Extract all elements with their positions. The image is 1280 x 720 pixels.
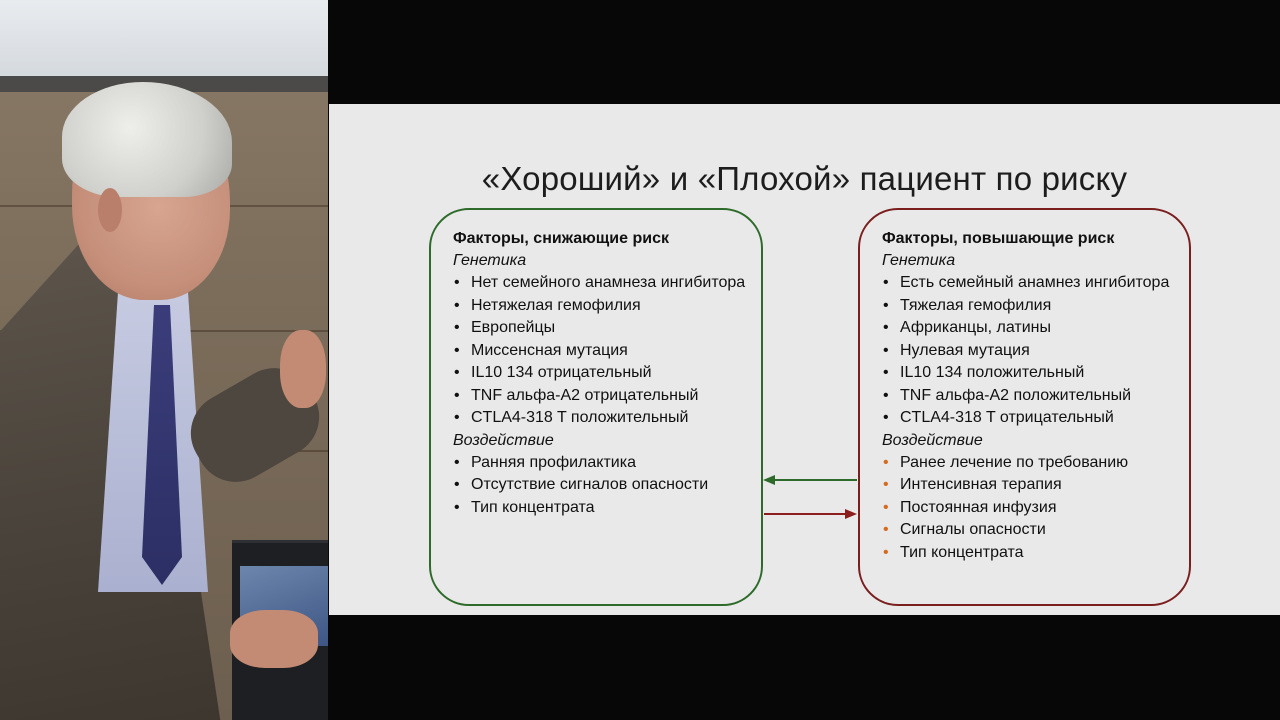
list-item: • Нулевая мутация (882, 340, 1179, 362)
list-item: • Постоянная инфузия (882, 497, 1179, 519)
bullet-icon: • (454, 498, 460, 516)
bullet-icon: • (883, 341, 889, 359)
bad-genetics-label: Генетика (882, 252, 956, 269)
projection-screen-edge (0, 0, 328, 78)
list-item: • Нетяжелая гемофилия (453, 295, 751, 317)
bullet-icon: • (454, 476, 460, 493)
bullet-icon: • (883, 386, 889, 404)
bullet-icon: • (883, 409, 889, 426)
list-item: • TNF альфа-A2 отрицательный (453, 385, 751, 407)
good-box-heading: Факторы, снижающие риск (453, 230, 669, 247)
good-exposure-label: Воздействие (453, 431, 554, 449)
list-item: • Европейцы (453, 317, 751, 339)
bullet-icon: • (454, 319, 460, 336)
list-item: • Тяжелая гемофилия (882, 295, 1179, 317)
bullet-icon: • (454, 409, 460, 426)
connector-arrows (329, 104, 1280, 615)
bullet-icon: • (883, 296, 889, 314)
bullet-icon: • (454, 341, 460, 359)
list-item: • Отсутствие сигналов опасности (453, 474, 751, 496)
list-item: • TNF альфа-A2 положительный (882, 385, 1179, 407)
bullet-icon: • (454, 364, 460, 381)
arrow-to-good-box-icon (763, 475, 857, 485)
list-item: • Сигналы опасности (882, 519, 1179, 541)
bad-box-heading: Факторы, повышающие риск (882, 230, 1115, 247)
bullet-icon: • (454, 296, 460, 314)
list-item: • CTLA4-318 T отрицательный (882, 407, 1179, 429)
presenter-hand (280, 330, 326, 408)
bullet-icon: • (883, 453, 889, 471)
presenter-ear (98, 188, 122, 232)
list-item: • Ранее лечение по требованию (882, 452, 1179, 474)
bullet-icon: • (454, 274, 460, 291)
list-item: • Нет семейного анамнеза ингибитора (453, 272, 751, 294)
list-item: • IL10 134 положительный (882, 362, 1179, 384)
bad-exposure-label: Воздействие (882, 431, 983, 449)
bullet-icon: • (883, 319, 889, 336)
list-item: • Интенсивная терапия (882, 474, 1179, 496)
slide-title: «Хороший» и «Плохой» пациент по риску (481, 160, 1128, 197)
bullet-icon: • (454, 453, 460, 471)
arrow-to-bad-box-icon (764, 509, 857, 519)
bullet-icon: • (883, 498, 889, 516)
presenter-hair (62, 82, 232, 197)
presenter-video (0, 0, 328, 720)
bullet-icon: • (454, 386, 460, 404)
list-item: • Ранняя профилактика (453, 452, 751, 474)
bullet-icon: • (883, 521, 889, 538)
presenter-hand-clicker (230, 610, 318, 668)
presentation-slide (329, 104, 1280, 615)
list-item: • IL10 134 отрицательный (453, 362, 751, 384)
list-item: • CTLA4-318 T положительный (453, 407, 751, 429)
bullet-icon: • (883, 274, 889, 291)
good-genetics-label: Генетика (453, 252, 527, 269)
list-item: • Тип концентрата (453, 497, 751, 519)
list-item: • Есть семейный анамнез ингибитора (882, 272, 1179, 294)
list-item: • Тип концентрата (882, 542, 1179, 564)
bullet-icon: • (883, 543, 889, 561)
list-item: • Африканцы, латины (882, 317, 1179, 339)
bullet-icon: • (883, 476, 889, 493)
list-item: • Миссенсная мутация (453, 340, 751, 362)
bullet-icon: • (883, 364, 889, 381)
